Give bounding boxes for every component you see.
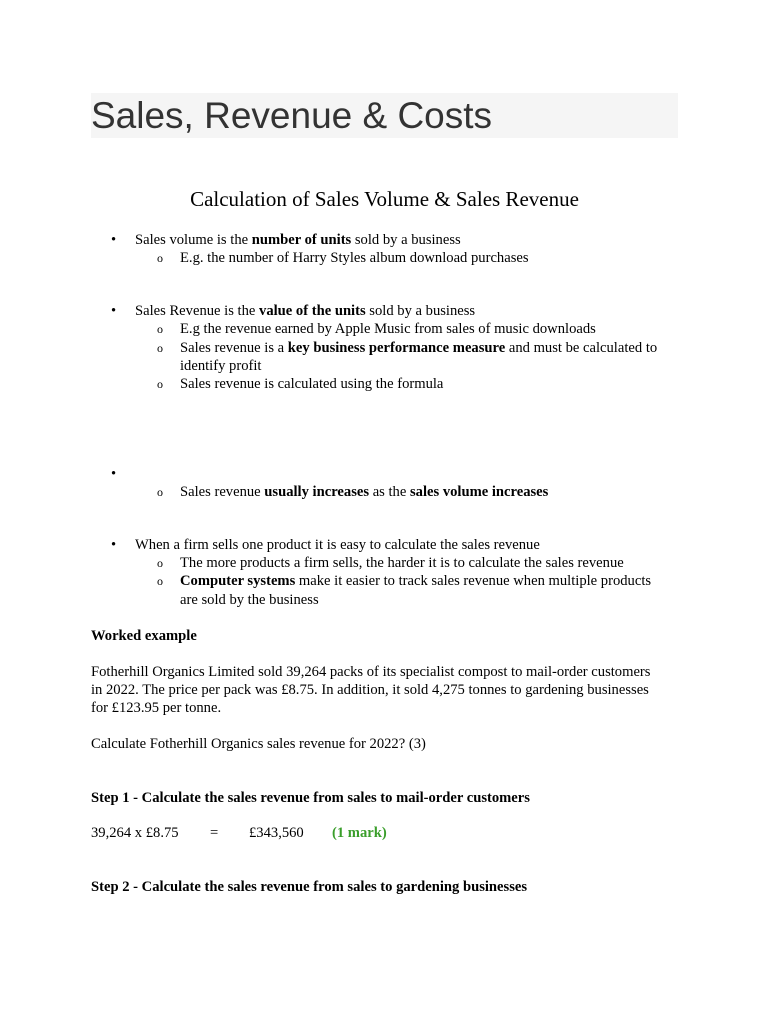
sub-bullet-increases bbox=[180, 483, 548, 501]
bold-text: Computer systems bbox=[180, 573, 296, 589]
text: Sales volume is the bbox=[135, 232, 252, 248]
sub-bullet-marker: o bbox=[157, 322, 163, 336]
mark-label: (1 mark) bbox=[332, 825, 387, 841]
sub-bullet-marker: o bbox=[157, 556, 163, 570]
step-1-heading: Step 1 - Calculate the sales revenue from sales to mail-order customers bbox=[91, 790, 530, 806]
sub-bullet-computer-systems-continued: are sold by the business bbox=[180, 592, 319, 608]
bold-text: usually increases bbox=[264, 484, 370, 500]
text: sold by a business bbox=[351, 232, 461, 248]
bold-text: key business performance measure bbox=[287, 340, 506, 356]
sub-bullet-marker: o bbox=[157, 485, 163, 499]
step-2-heading: Step 2 - Calculate the sales revenue from sales to gardening businesses bbox=[91, 879, 528, 895]
section-heading: Calculation of Sales Volume & Sales Revenue bbox=[190, 187, 579, 211]
sub-bullet-formula: Sales revenue is calculated using the formula bbox=[180, 376, 444, 392]
sub-bullet-marker: o bbox=[157, 377, 163, 391]
bullet-marker: • bbox=[111, 303, 117, 319]
worked-example-paragraph: Fotherhill Organics Limited sold 39,264 packs of its specialist compost to mail-order customers bbox=[91, 664, 651, 680]
text: sold by a business bbox=[365, 303, 476, 319]
sub-bullet-marker: o bbox=[157, 574, 163, 588]
calculation-equals: = bbox=[210, 825, 219, 841]
text: as the bbox=[369, 484, 410, 500]
bold-text: sales volume increases bbox=[409, 484, 549, 500]
text: make it easier to track sales revenue when multiple products bbox=[295, 573, 652, 589]
bullet-marker: • bbox=[111, 537, 117, 553]
sub-bullet-more-products: The more products a firm sells, the harder it is to calculate the sales revenue bbox=[180, 555, 624, 571]
text: Sales revenue is a bbox=[180, 340, 288, 356]
sub-bullet-example: E.g. the number of Harry Styles album download purchases bbox=[180, 250, 529, 266]
bullet-one-product: When a firm sells one product it is easy to calculate the sales revenue bbox=[135, 537, 540, 553]
bullet-marker: • bbox=[111, 466, 117, 482]
sub-bullet-kpm-continued: identify profit bbox=[180, 358, 262, 374]
worked-example-paragraph: for £123.95 per tonne. bbox=[91, 700, 222, 716]
sub-bullet-computer-systems bbox=[180, 572, 651, 590]
text: Sales revenue bbox=[180, 484, 265, 500]
bullet-sales-volume bbox=[135, 231, 461, 249]
bold-text: number of units bbox=[251, 232, 352, 248]
sub-bullet-kpm bbox=[180, 339, 657, 357]
text: and must be calculated to bbox=[505, 340, 658, 356]
worked-example-heading: Worked example bbox=[91, 628, 197, 644]
sub-bullet-example: E.g the revenue earned by Apple Music from sales of music downloads bbox=[180, 321, 596, 337]
worked-example-paragraph: in 2022. The price per pack was £8.75. In addition, it sold 4,275 tonnes to gardening businesses bbox=[91, 682, 649, 698]
worked-example-question: Calculate Fotherhill Organics sales revenue for 2022? (3) bbox=[91, 736, 426, 752]
text: Sales Revenue is the bbox=[135, 303, 260, 319]
page-title: Sales, Revenue & Costs bbox=[91, 93, 678, 138]
bullet-marker: • bbox=[111, 232, 117, 248]
calculation-result: £343,560 bbox=[249, 825, 304, 841]
sub-bullet-marker: o bbox=[157, 341, 163, 355]
sub-bullet-marker: o bbox=[157, 251, 163, 265]
bold-text: value of the units bbox=[259, 303, 366, 319]
calculation-left: 39,264 x £8.75 bbox=[91, 825, 179, 841]
bullet-sales-revenue bbox=[135, 302, 475, 320]
